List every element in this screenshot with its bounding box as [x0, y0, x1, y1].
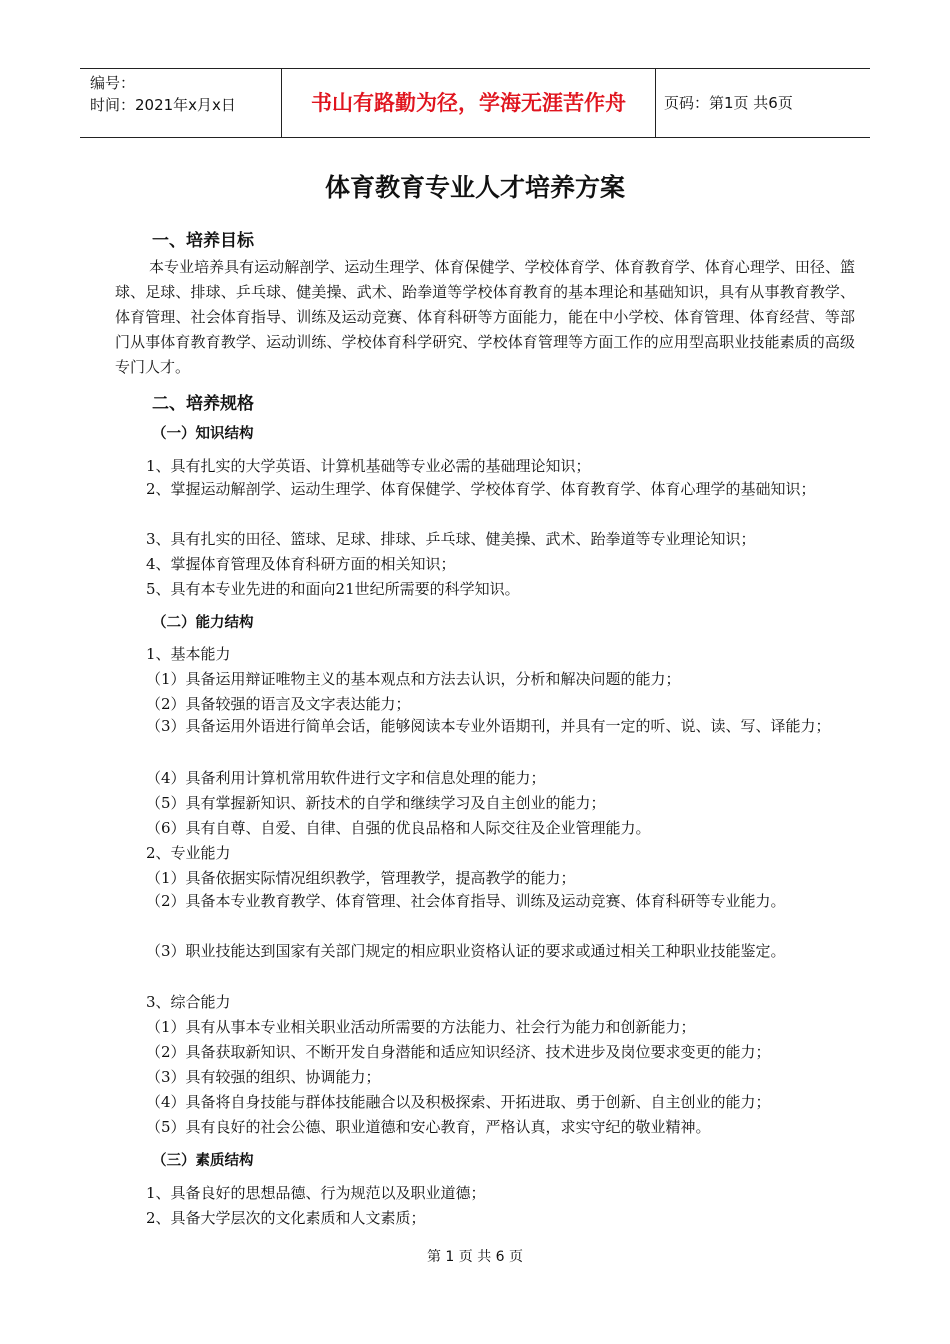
header-table [80, 68, 870, 138]
section-heading-specs: 二、培养规格 [152, 394, 254, 414]
subheading-ability: （二）能力结构 [152, 615, 254, 631]
goals-paragraph: 本专业培养具有运动解剖学、运动生理学、体育保健学、学校体育学、体育教育学、体育心理学、田径、篮球、足球、排球、乒乓球、健美操、武术、跆拳道等学校体育教育的基本理论和基础知识，具有从事教育教学、体育管理、社会体育指导、训练及运动竞赛、体育科研等方面能力，能在中小学校、体育管理、体育经营、等部门从事体育教育教学、运动训练、学校体育科学研究、学校体育管理等方面工作的应用型高职业技能素质的高级专门人才。 [115, 258, 855, 376]
page-footer: 第 1 页 共 6 页 [426, 1249, 524, 1265]
ability-basic-title: 1、基本能力 [146, 645, 231, 663]
header-page-info: 页码：第1页 共6页 [664, 94, 793, 112]
list-item: （4）具备利用计算机常用软件进行文字和信息处理的能力； [146, 769, 546, 787]
list-item: 5、具有本专业先进的和面向21世纪所需要的科学知识。 [146, 580, 520, 598]
list-item: （2）具备获取新知识、不断开发自身潜能和适应知识经济、技术进步及岗位要求变更的能力； [146, 1043, 771, 1061]
list-item: 3、具有扎实的田径、篮球、足球、排球、乒乓球、健美操、武术、跆拳道等专业理论知识； [146, 530, 756, 548]
list-item: （2）具备较强的语言及文字表达能力； [146, 695, 411, 713]
document-title: 体育教育专业人才培养方案 [324, 173, 625, 202]
list-item: 1、具有扎实的大学英语、计算机基础等专业必需的基础理论知识； [146, 457, 591, 475]
list-item: 4、掌握体育管理及体育科研方面的相关知识； [146, 555, 456, 573]
list-item: （5）具有掌握新知识、新技术的自学和继续学习及自主创业的能力； [146, 794, 606, 812]
list-item: 2、掌握运动解剖学、运动生理学、体育保健学、学校体育学、体育教育学、体育心理学的基础知识； [146, 480, 816, 498]
list-item: （2）具备本专业教育教学、体育管理、社会体育指导、训练及运动竞赛、体育科研等专业能力。 [146, 892, 786, 910]
time-label: 时间：2021年x月x日 [90, 96, 236, 114]
header-meta-cell [80, 69, 282, 137]
ability-professional-title: 2、专业能力 [146, 844, 231, 862]
list-item: （3）具备运用外语进行简单会话，能够阅读本专业外语期刊，并具有一定的听、说、读、写、译能力； [146, 717, 831, 735]
list-item: （4）具备将自身技能与群体技能融合以及积极探索、开拓进取、勇于创新、自主创业的能力； [146, 1093, 771, 1111]
list-item: （3）职业技能达到国家有关部门规定的相应职业资格认证的要求或通过相关工种职业技能鉴定。 [146, 942, 786, 960]
list-item: （5）具有良好的社会公德、职业道德和安心教育，严格认真，求实守纪的敬业精神。 [146, 1118, 711, 1136]
section-heading-goals: 一、培养目标 [152, 231, 254, 251]
subheading-quality: （三）素质结构 [152, 1153, 254, 1169]
list-item: （1）具备依据实际情况组织教学，管理教学，提高教学的能力； [146, 869, 576, 887]
list-item: （1）具备运用辩证唯物主义的基本观点和方法去认识，分析和解决问题的能力； [146, 670, 681, 688]
list-item: （1）具有从事本专业相关职业活动所需要的方法能力、社会行为能力和创新能力； [146, 1018, 696, 1036]
header-motto: 书山有路勤为径，学海无涯苦作舟 [282, 69, 656, 137]
list-item: 2、具备大学层次的文化素质和人文素质； [146, 1209, 426, 1227]
number-label: 编号： [90, 74, 136, 92]
ability-comprehensive-title: 3、综合能力 [146, 993, 231, 1011]
subheading-knowledge: （一）知识结构 [152, 426, 254, 442]
list-item: （3）具有较强的组织、协调能力； [146, 1068, 381, 1086]
list-item: 1、具备良好的思想品德、行为规范以及职业道德； [146, 1184, 486, 1202]
list-item: （6）具有自尊、自爱、自律、自强的优良品格和人际交往及企业管理能力。 [146, 819, 651, 837]
